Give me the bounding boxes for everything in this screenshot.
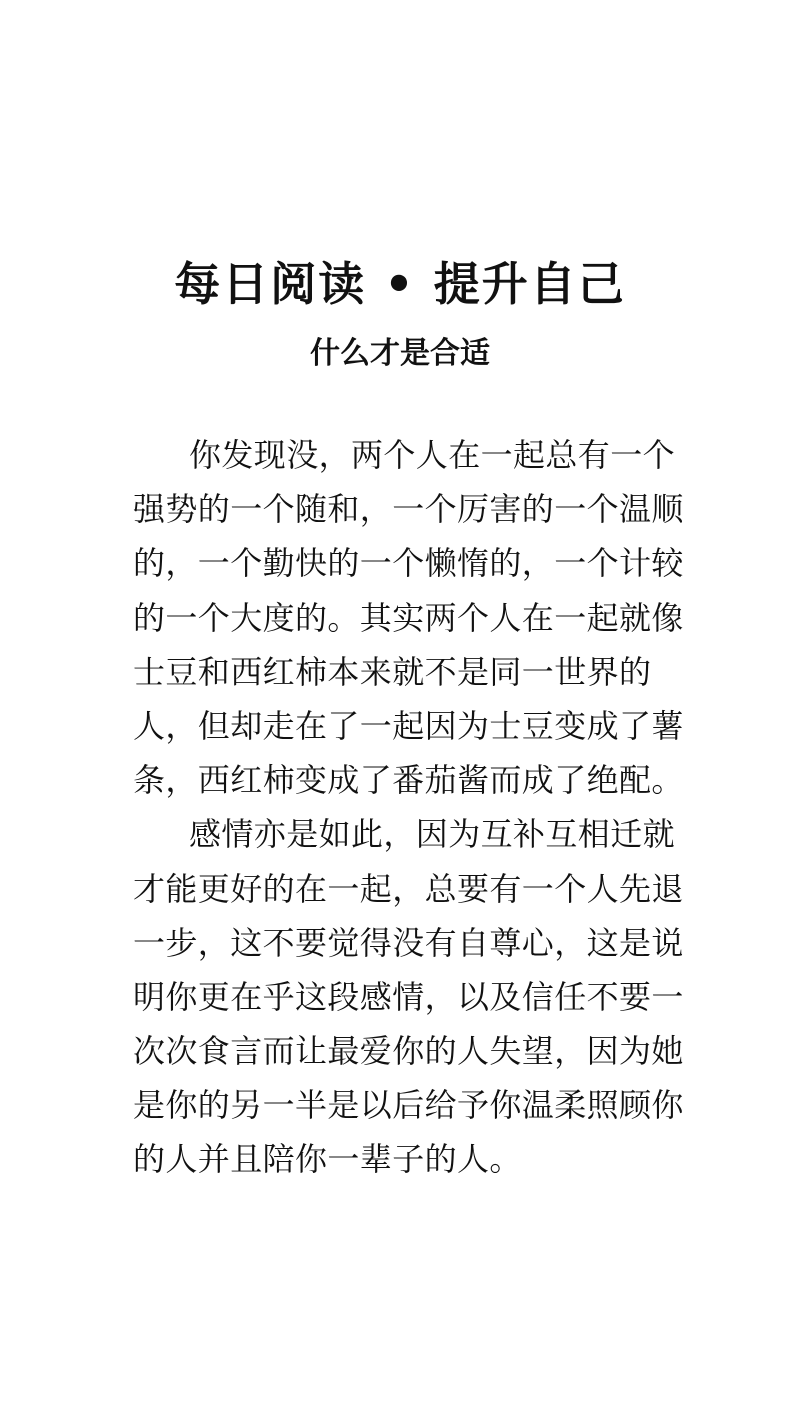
paragraph-1-line-7: 条，西红柿变成了番茄酱而成了绝配。: [133, 761, 684, 800]
paragraph-2-line-7: 的人并且陪你一辈子的人。: [133, 1140, 522, 1179]
paragraph-2-line-6: 是你的另一半是以后给予你温柔照顾你: [133, 1086, 684, 1125]
paragraph-1-line-2: 强势的一个随和，一个厉害的一个温顺: [133, 490, 684, 529]
paragraph-2-line-5: 次次食言而让最爱你的人失望，因为她: [133, 1032, 684, 1071]
paragraph-1-line-1: 你发现没，两个人在一起总有一个: [189, 436, 676, 474]
paragraph-1-line-6: 人，但却走在了一起因为士豆变成了薯: [133, 706, 684, 745]
paragraph-2-line-4: 明你更在乎这段感情，以及信任不要一: [133, 977, 684, 1016]
article-body: [133, 428, 684, 1187]
paragraph-1-line-5: 士豆和西红柿本来就不是同一世界的: [133, 652, 652, 691]
article-subtitle: 什么才是合适: [310, 336, 490, 371]
paragraph-1-line-3: 的，一个勤快的一个懒惰的，一个计较: [133, 544, 684, 583]
page-title: 每日阅读 • 提升自己: [174, 257, 626, 311]
paragraph-2-line-2: 才能更好的在一起，总要有一个人先退: [133, 869, 684, 908]
paragraph-2-line-3: 一步，这不要觉得没有自尊心，这是说: [133, 923, 684, 962]
paragraph-1-line-4: 的一个大度的。其实两个人在一起就像: [133, 598, 684, 637]
paragraph-2-line-1: 感情亦是如此，因为互补互相迁就: [189, 815, 676, 854]
